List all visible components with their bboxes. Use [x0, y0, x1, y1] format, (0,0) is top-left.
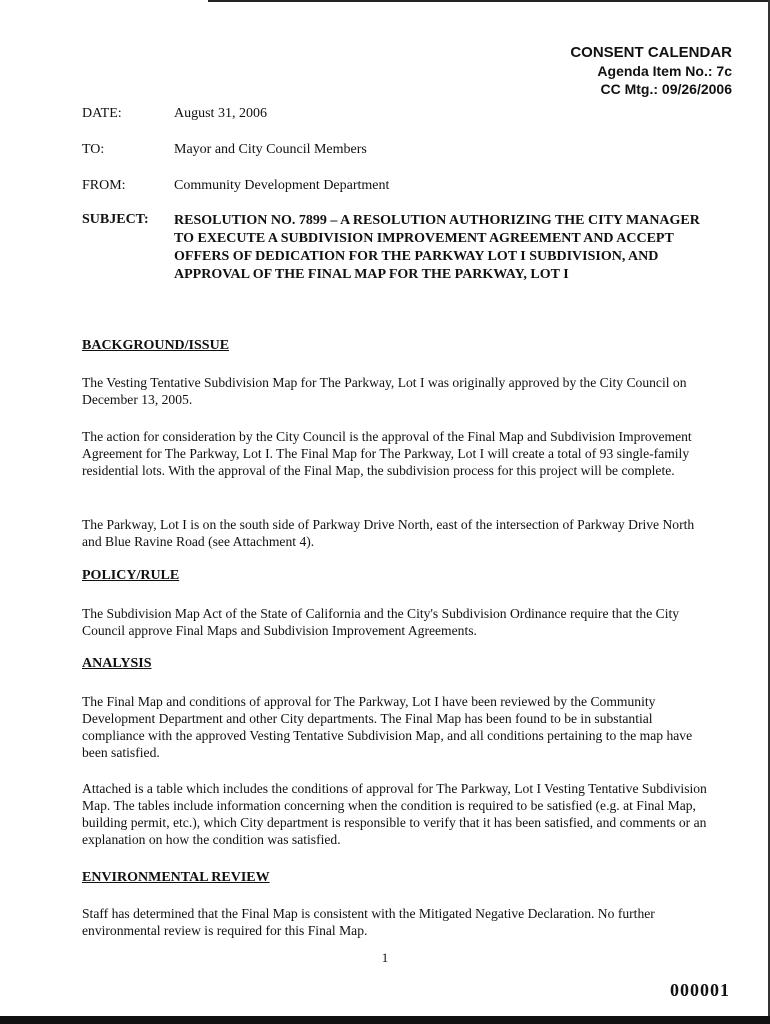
date-value: August 31, 2006 [174, 106, 267, 121]
analysis-paragraph-1: The Final Map and conditions of approval for The Parkway, Lot I have been reviewed by the Community Development Department and other City departments. The Final Map has been found to be in substantial compliance with the approved Vesting Tentative Subdivision Map, and all conditions pertaining to the map have been satisfied. [82, 694, 693, 760]
background-paragraph-3: The Parkway, Lot I is on the south side of Parkway Drive North, east of the intersection of Parkway Drive North and Blue Ravine Road (see Attachment 4). [82, 517, 695, 549]
council-meeting-date: CC Mtg.: 09/26/2006 [600, 81, 732, 97]
from-value: Community Development Department [174, 178, 390, 193]
analysis-heading: ANALYSIS [82, 656, 152, 671]
environmental-review-heading: ENVIRONMENTAL REVIEW [82, 870, 270, 885]
scan-bottom-border [0, 1016, 770, 1024]
analysis-paragraph-2: Attached is a table which includes the conditions of approval for The Parkway, Lot I Vesting Tentative Subdivision Map. The tables include information concerning when the condition is required to be satisfied (e.g. at Final Map, building permit, etc.), which City department is responsible to verify that it has been satisfied, and comments or an explanation on how the condition was satisfied. [82, 781, 707, 847]
subject-label: SUBJECT: [82, 212, 149, 227]
agenda-item-number: Agenda Item No.: 7c [597, 63, 732, 79]
to-label: TO: [82, 142, 105, 157]
scan-top-border [208, 0, 770, 2]
from-label: FROM: [82, 178, 126, 193]
to-value: Mayor and City Council Members [174, 142, 367, 157]
background-paragraph-1: The Vesting Tentative Subdivision Map for The Parkway, Lot I was originally approved by the City Council on December 13, 2005. [82, 375, 687, 407]
background-heading: BACKGROUND/ISSUE [82, 338, 230, 353]
document-number: 000001 [670, 980, 730, 1000]
environmental-paragraph-1: Staff has determined that the Final Map is consistent with the Mitigated Negative Declaration. No further environmental review is required for this Final Map. [82, 906, 655, 938]
agenda-header [570, 44, 732, 98]
policy-paragraph-1: The Subdivision Map Act of the State of California and the City's Subdivision Ordinance require that the City Council approve Final Maps and Subdivision Improvement Agreements. [82, 606, 680, 638]
background-paragraph-2: The action for consideration by the City Council is the approval of the Final Map and Subdivision Improvement Agreement for The Parkway, Lot I. The Final Map for The Parkway, Lot I will create a total of 93 single-family residential lots. With the approval of the Final Map, the subdivision process for this project will be complete. [82, 429, 692, 478]
subject-value: RESOLUTION NO. 7899 – A RESOLUTION AUTHORIZING THE CITY MANAGER TO EXECUTE A SUBDIVISION IMPROVEMENT AGREEMENT AND ACCEPT OFFERS OF DEDICATION FOR THE PARKWAY LOT I SUBDIVISION, AND APPROVAL OF THE FINAL MAP FOR THE PARKWAY, LOT I [174, 213, 700, 282]
date-label: DATE: [82, 106, 122, 121]
consent-calendar-label: CONSENT CALENDAR [570, 44, 732, 61]
page-number: 1 [381, 950, 389, 965]
policy-heading: POLICY/RULE [82, 568, 180, 583]
